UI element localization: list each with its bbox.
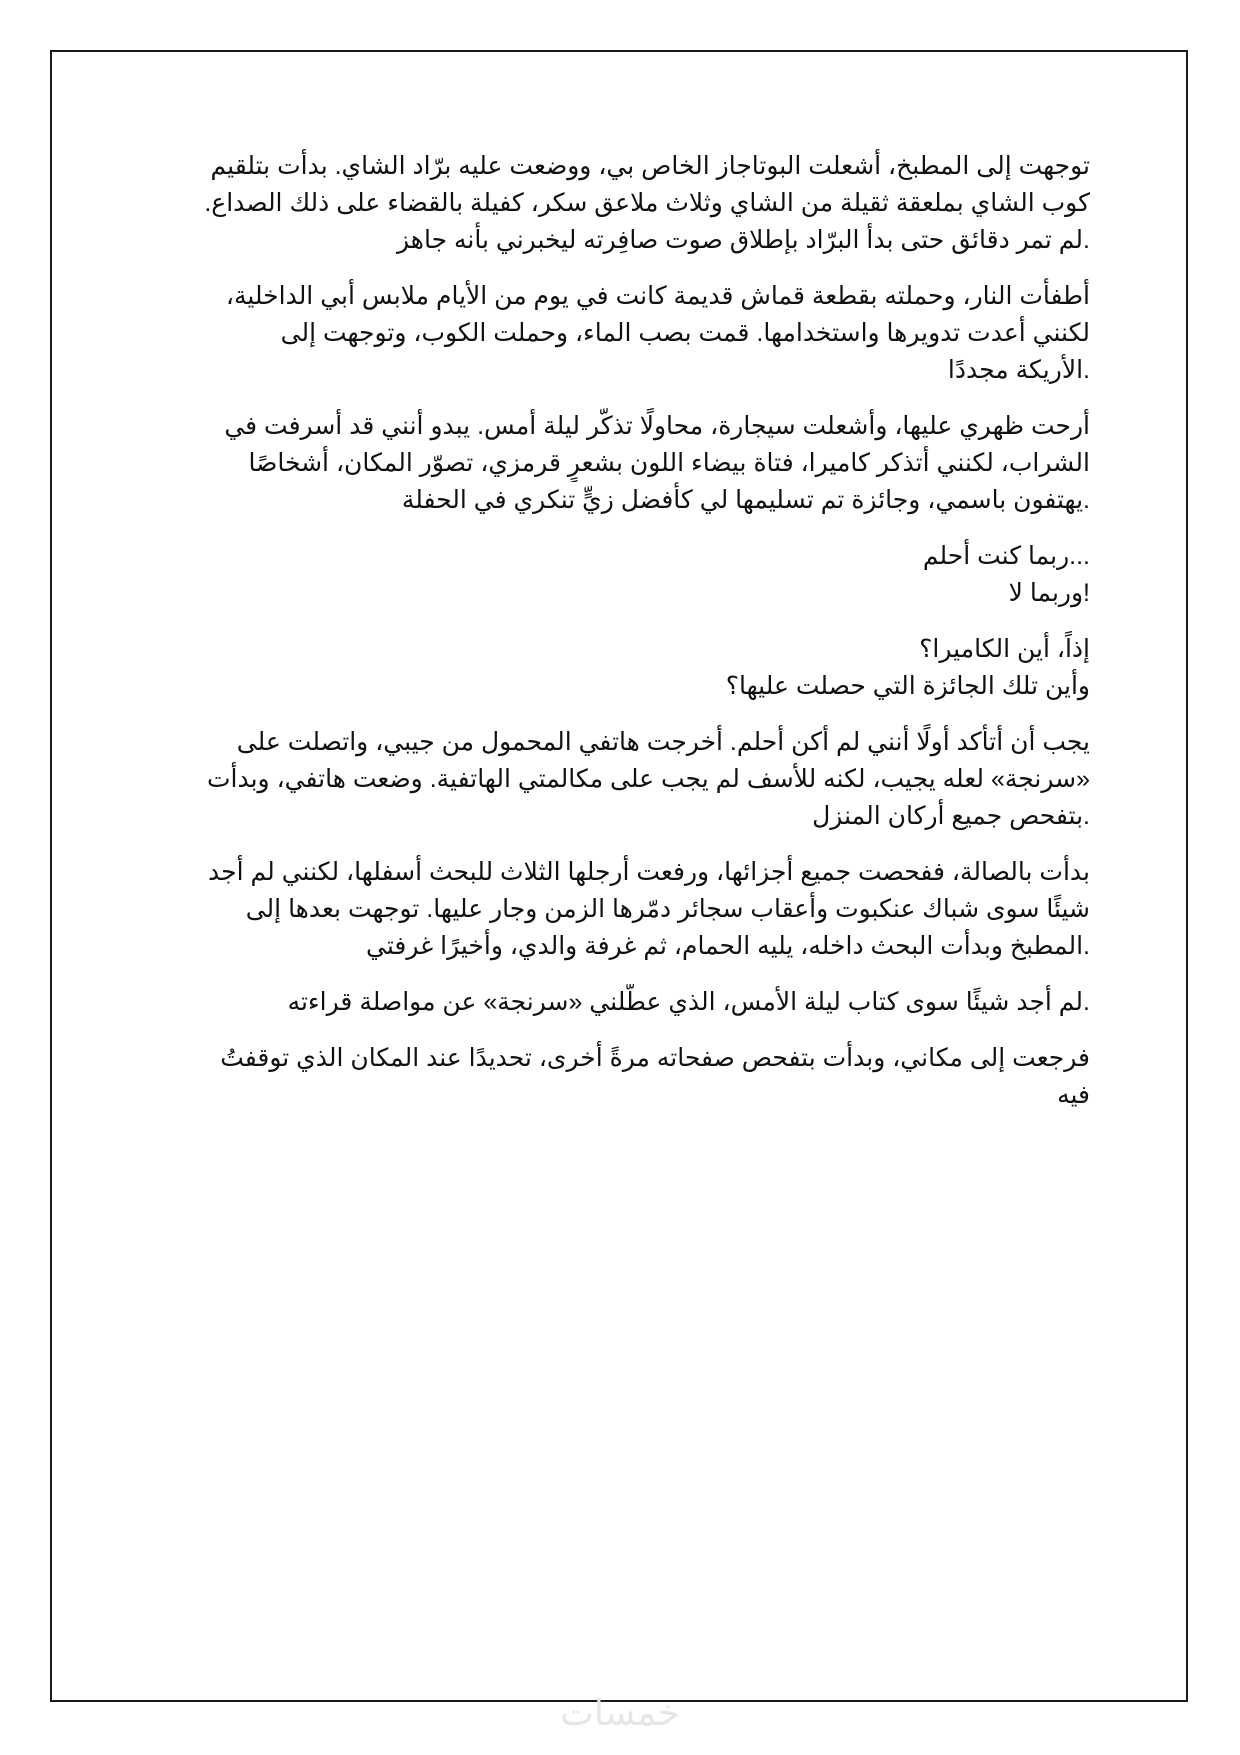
text-line: .الأريكة مجددًا (947, 356, 1090, 384)
paragraph-2 (175, 278, 1090, 389)
text-line: لكنني أعدت تدويرها واستخدامها. قمت بصب الماء، وحملت الكوب، وتوجهت إلى (280, 319, 1090, 347)
paragraph-3 (175, 408, 1090, 519)
text-line: .لم أجد شيئًا سوى كتاب ليلة الأمس، الذي عطّلني «سرنجة» عن مواصلة قراءته (287, 988, 1090, 1016)
text-line: أرحت ظهري عليها، وأشعلت سيجارة، محاولًا تذكّر ليلة أمس. يبدو أنني قد أسرفت في (224, 412, 1090, 440)
text-line: شيئًا سوى شباك عنكبوت وأعقاب سجائر دمّرها الزمن وجار عليها. توجهت بعدها إلى (245, 895, 1090, 923)
text-line: .لم تمر دقائق حتى بدأ البرّاد بإطلاق صوت صافِرته ليخبرني بأنه جاهز (397, 226, 1090, 254)
text-line: الشراب، لكنني أتذكر كاميرا، فتاة بيضاء اللون بشعرٍ قرمزي، تصوّر المكان، أشخاصًا (248, 449, 1090, 477)
text-line: فرجعت إلى مكاني، وبدأت بتفحص صفحاته مرةً أخرى، تحديدًا عند المكان الذي توقفتُ (220, 1044, 1090, 1072)
paragraph-4 (175, 538, 1090, 612)
text-line: .يهتفون باسمي، وجائزة تم تسليمها لي كأفضل زيٍّ تنكري في الحفلة (401, 486, 1090, 514)
document-body (175, 148, 1090, 1133)
paragraph-7 (175, 854, 1090, 965)
watermark-logo: خمسات (559, 1693, 681, 1734)
text-line: وأين تلك الجائزة التي حصلت عليها؟ (725, 672, 1090, 700)
text-line: فيه (1057, 1081, 1090, 1109)
text-line: توجهت إلى المطبخ، أشعلت البوتاجاز الخاص بي، ووضعت عليه برّاد الشاي. بدأت بتلقيم (210, 152, 1090, 180)
paragraph-8 (175, 984, 1090, 1021)
text-line: أطفأت النار، وحملته بقطعة قماش قديمة كانت في يوم من الأيام ملابس أبي الداخلية، (225, 282, 1090, 310)
text-line: «سرنجة» لعله يجيب، لكنه للأسف لم يجب على مكالمتي الهاتفية. وضعت هاتفي، وبدأت (207, 765, 1090, 793)
paragraph-6 (175, 724, 1090, 835)
paragraph-5 (175, 631, 1090, 705)
text-line: كوب الشاي بملعقة ثقيلة من الشاي وثلاث ملاعق سكر، كفيلة بالقضاء على ذلك الصداع. (204, 189, 1090, 217)
text-line: .المطبخ وبدأت البحث داخله، يليه الحمام، ثم غرفة والدي، وأخيرًا غرفتي (366, 932, 1090, 960)
text-line: !وربما لا (1008, 579, 1090, 607)
text-line: ...ربما كنت أحلم (922, 542, 1090, 570)
text-line: .بتفحص جميع أركان المنزل (812, 802, 1090, 830)
text-line: بدأت بالصالة، ففحصت جميع أجزائها، ورفعت أرجلها الثلاث للبحث أسفلها، لكنني لم أجد (208, 858, 1090, 886)
paragraph-9 (175, 1040, 1090, 1114)
text-line: يجب أن أتأكد أولًا أنني لم أكن أحلم. أخرجت هاتفي المحمول من جيبي، واتصلت على (236, 728, 1090, 756)
text-line: إذاً، أين الكاميرا؟ (919, 635, 1090, 663)
paragraph-1 (175, 148, 1090, 259)
